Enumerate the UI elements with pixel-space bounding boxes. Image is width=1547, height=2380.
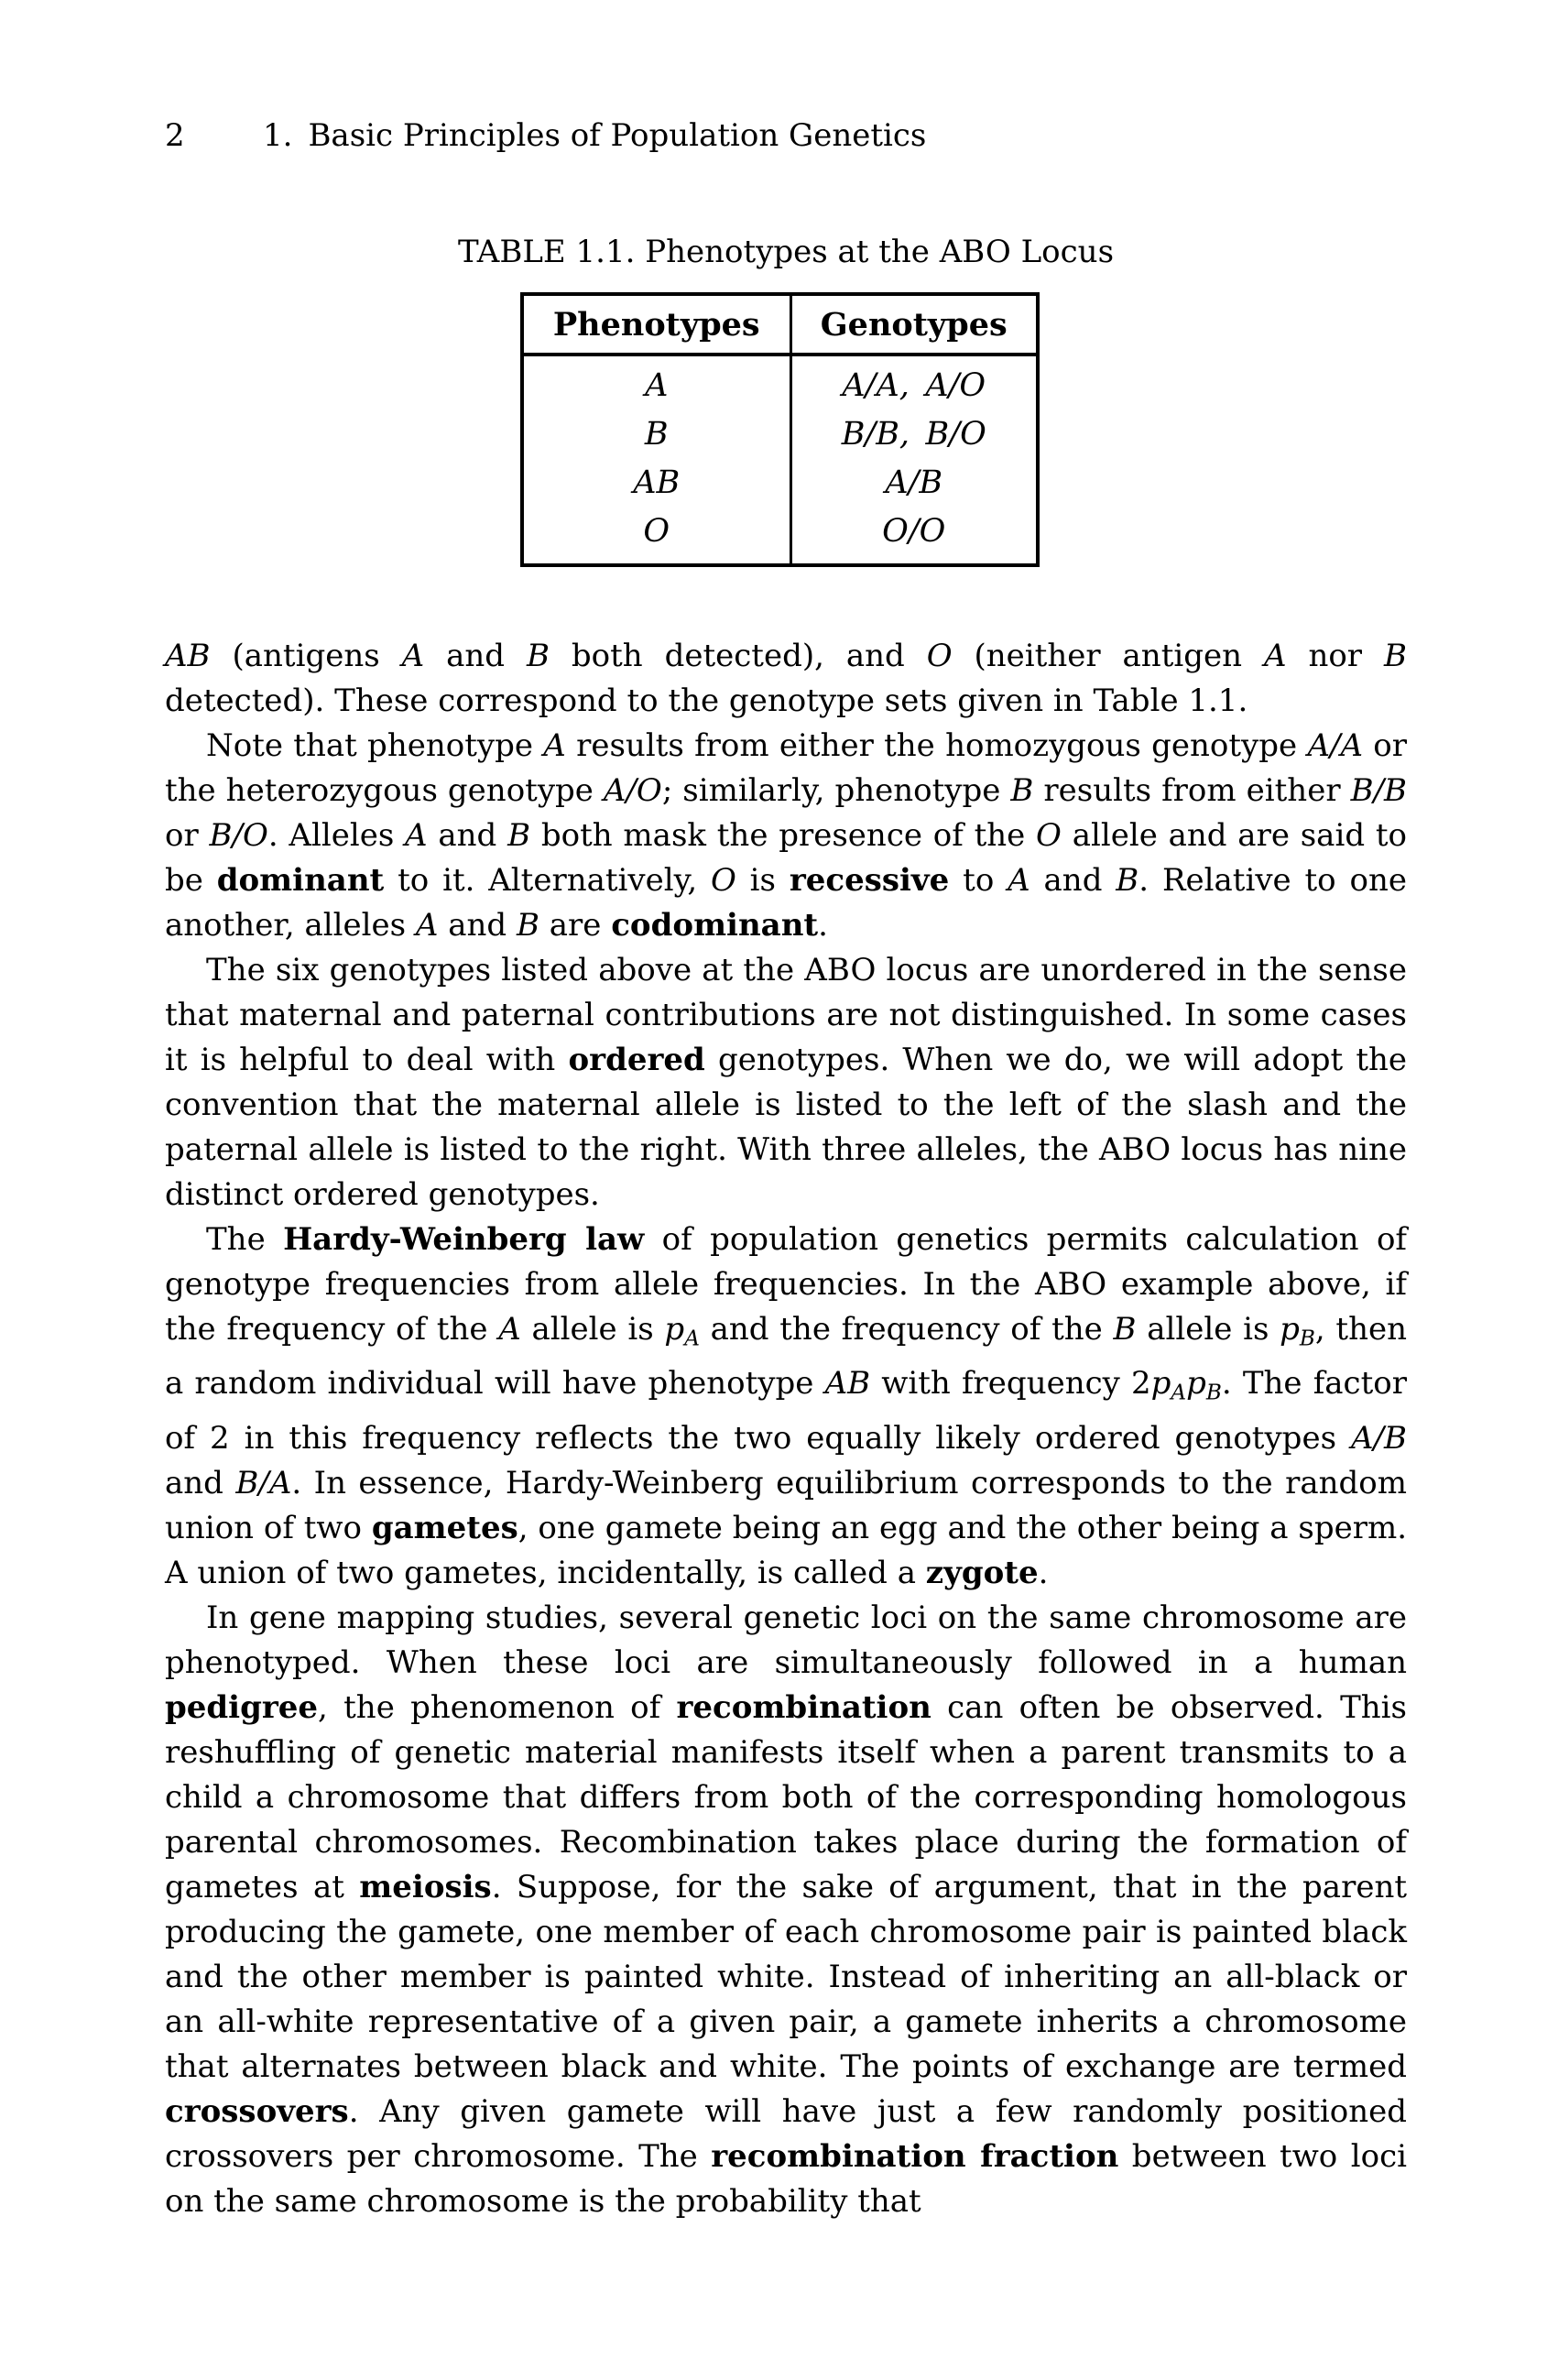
genotypes-cell: A/A, A/O [790,355,1038,410]
phenotype-cell: A [645,367,669,404]
paragraph: In gene mapping studies, several genetic loci on the same chromosome are phenotyped. When these loci are simultaneously followed in a human pedigree, the phenomenon of recombination can often be observed. This reshuffling of genetic material manifests itself when a parent transmits to a child a chromosome that differs from both of the corresponding homologous parental chromosomes. Recombination takes place during the formation of gametes at meiosis. Suppose, for the sake of argument, that in the parent producing the gamete, one member of each chromosome pair is painted black and the other member is painted white. Instead of inheriting an all-black or an all-white representative of a given pair, a gamete inherits a chromosome that alternates between black and white. The points of exchange are termed crossovers. Any given gamete will have just a few randomly positioned crossovers per chromosome. The recombination fraction between two loci on the same chromosome is the probability that [165,1599,1408,2220]
column-header-phenotypes: Phenotypes [522,294,790,355]
paragraph: AB (antigens A and B both detected), and O (neither antigen A nor B detected). These correspond to the genotype sets given in Table 1.1. [165,638,1407,719]
paragraph: The six genotypes listed above at the ABO locus are unordered in the sense that maternal and paternal contributions are not distinguished. In some cases it is helpful to deal with ordered genotypes. When we do, we will adopt the convention that the maternal allele is listed to the left of the slash and the paternal allele is listed to the right. With three alleles, the ABO locus has nine distinct ordered genotypes. [165,952,1408,1213]
table-body [522,355,1038,565]
genotypes-cell: A/B [790,459,1038,508]
paragraph: Note that phenotype A results from either the homozygous genotype A/A or the heterozygous genotype A/O; similarly, phenotype B results from either B/B or B/O. Alleles A and B both mask the presence of the O allele and are said to be dominant to it. Alternatively, O is recessive to A and B. Relative to one another, alleles A and B are codominant. [165,727,1408,944]
phenotype-cell: AB [633,464,681,501]
paragraph: The Hardy-Weinberg law of population genetics permits calculation of genotype frequencies from allele frequencies. In the ABO example above, if the frequency of the A allele is pA and the frequency of the B allele is pB, then a random individual will have phenotype AB with frequency 2pApB. The factor of 2 in this frequency reflects the two equally likely ordered genotypes A/B and B/A. In essence, Hardy-Weinberg equilibrium corresponds to the random union of two gametes, one gamete being an egg and the other being a sperm. A union of two gametes, incidentally, is called a zygote. [165,1221,1407,1591]
running-head [165,115,1407,156]
table-row [522,355,1038,410]
table-caption: TABLE 1.1. Phenotypes at the ABO Locus [457,234,1115,270]
phenotype-cell: O [643,513,670,550]
page-number: 2 [165,117,185,154]
phenotype-genotype-table [520,292,1040,567]
genotypes-cell: B/B, B/O [790,410,1038,459]
table-row [522,459,1038,508]
table-row [522,410,1038,459]
column-header-genotypes: Genotypes [790,294,1038,355]
genotypes-cell: O/O [790,508,1038,565]
body-text [165,634,1407,2224]
phenotype-cell: B [644,416,669,453]
chapter-running-title: 1. Basic Principles of Population Genetics [263,117,927,154]
table-row [522,508,1038,565]
table-header-row [522,294,1038,355]
